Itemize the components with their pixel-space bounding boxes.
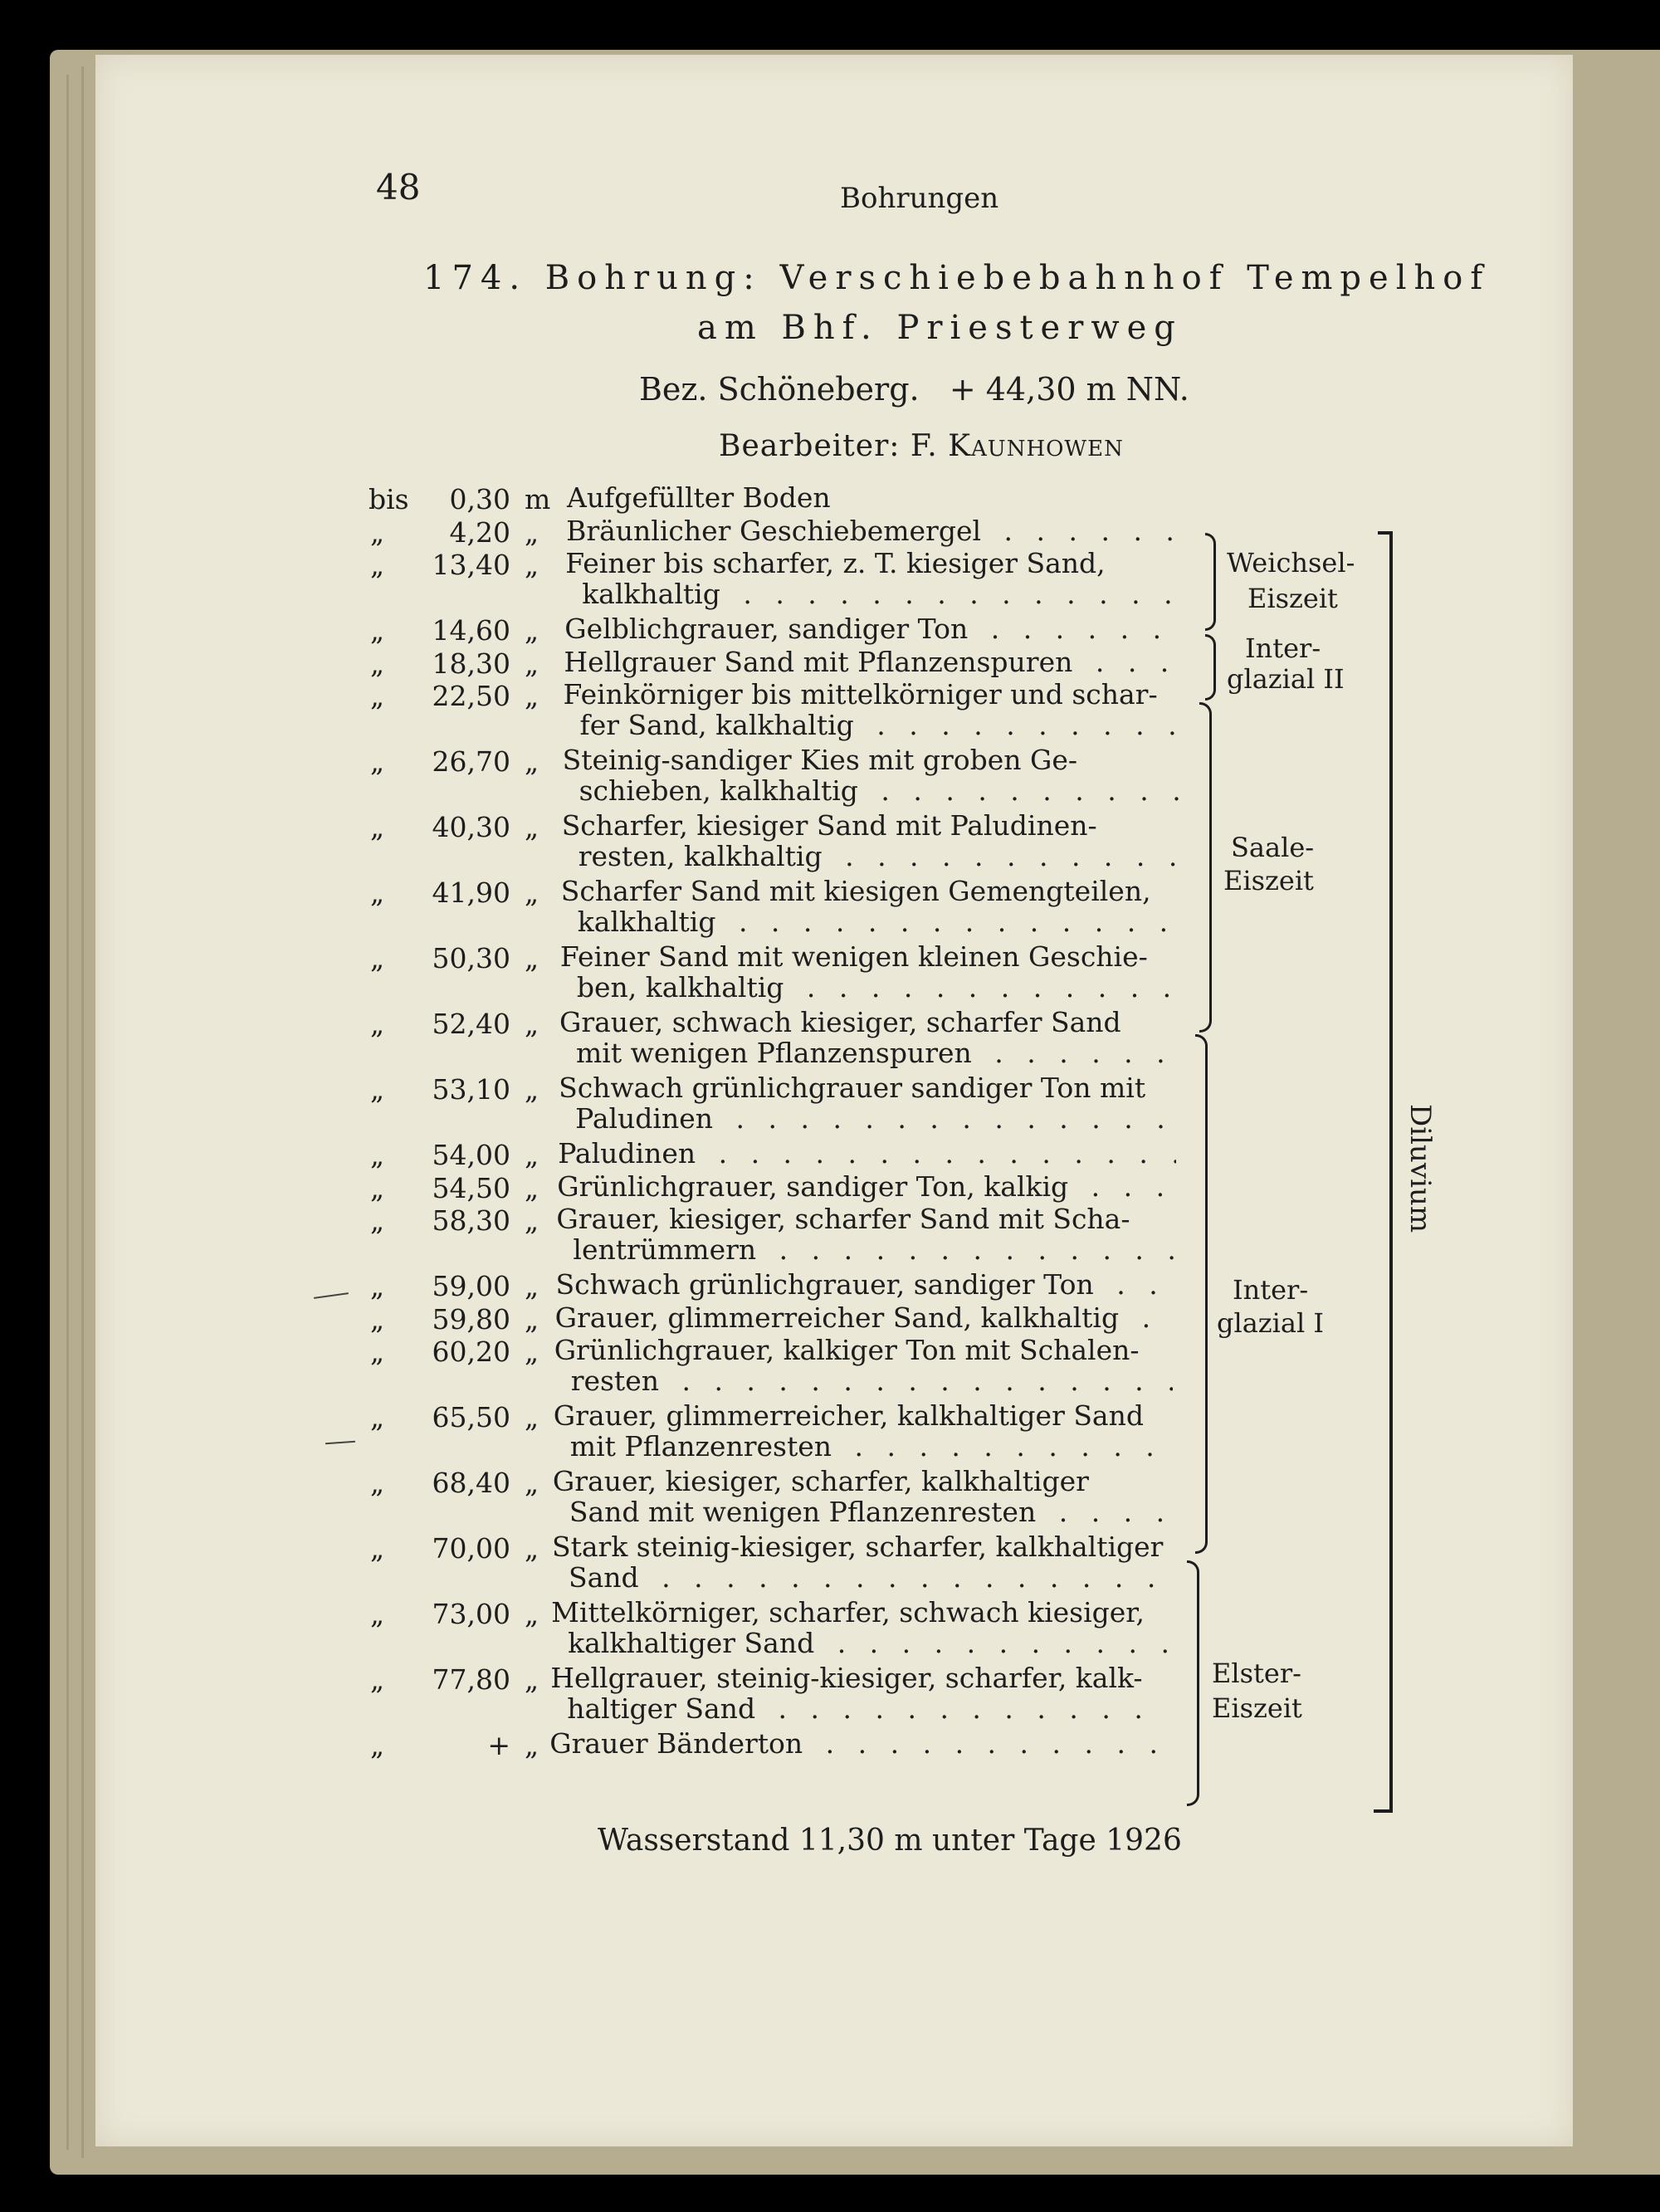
depth-prefix: „ [370, 745, 385, 778]
borehole-location: am Bhf. Priesterweg [697, 309, 1183, 347]
depth-unit: „ [525, 1302, 540, 1336]
depth-value: 70,00 [432, 1532, 510, 1565]
depth-value: 50,30 [432, 942, 510, 974]
layer-description-line: Aufgefüllter Boden [567, 481, 831, 514]
depth-prefix: „ [370, 1073, 385, 1106]
bracket-interglazial-ii [1205, 634, 1216, 701]
layer-description-line: lentrümmern [573, 1233, 757, 1266]
layer-description [563, 678, 1182, 742]
layer-description [549, 1727, 1168, 1760]
depth-prefix: „ [370, 614, 385, 647]
strat-label: glazial I [1217, 1307, 1325, 1339]
bracket-weichsel [1205, 533, 1216, 631]
depth-prefix: „ [370, 1171, 385, 1204]
leader-dots [1079, 648, 1182, 676]
layer-description-line: kalkhaltig [582, 578, 720, 610]
layer-description [557, 1169, 1175, 1204]
depth-prefix: „ [370, 1729, 385, 1761]
editor-line [719, 429, 1124, 463]
layer-description-line: Hellgrauer Sand mit Pflanzenspuren [564, 645, 1073, 678]
water-level-note: Wasserstand 11,30 m unter Tage 1926 [598, 1824, 1182, 1858]
bracket-elster [1187, 1560, 1199, 1806]
depth-value: 41,90 [432, 876, 510, 909]
diluvium-bracket [1389, 531, 1393, 1811]
leader-dots [979, 1039, 1178, 1067]
leader-dots [763, 1236, 1174, 1263]
layer-description-line: Paludinen [575, 1102, 714, 1135]
depth-prefix: bis [369, 483, 409, 515]
depth-prefix: „ [370, 647, 385, 680]
leader-dots [727, 580, 1184, 608]
depth-unit: „ [525, 1532, 540, 1565]
running-head: Bohrungen [840, 182, 999, 215]
depth-value: 53,10 [432, 1073, 510, 1106]
district-elevation: Bez. Schöneberg. + 44,30 m NN. [639, 371, 1189, 408]
layer-description-line: Grünlichgrauer, kalkiger Ton mit Schalen- [554, 1334, 1140, 1366]
editor-name: AUNHOWEN [971, 437, 1124, 461]
layer-description [554, 1336, 1173, 1398]
strat-label: Eiszeit [1212, 1692, 1302, 1724]
layer-description [550, 1664, 1169, 1726]
strat-label: Elster- [1212, 1658, 1301, 1689]
layer-description [558, 1137, 1176, 1170]
depth-unit: „ [525, 876, 540, 909]
depth-unit: „ [525, 745, 540, 778]
layer-description-line: kalkhaltig [577, 906, 716, 938]
layer-description-line: Grauer, schwach kiesiger, scharfer Sand [559, 1006, 1121, 1038]
diluvium-bracket-bottom [1374, 1809, 1393, 1813]
depth-unit: „ [525, 549, 540, 581]
layer-description-line: ben, kalkhaltig [576, 971, 784, 1003]
depth-value: 13,40 [432, 549, 510, 581]
strat-label: glazial II [1227, 663, 1345, 695]
layer-description-line: haltiger Sand [567, 1692, 756, 1725]
layer-description-line: fer Sand, kalkhaltig [579, 709, 854, 741]
layer-description [556, 1205, 1174, 1267]
depth-prefix: „ [370, 1204, 385, 1237]
layer-description [553, 1399, 1172, 1463]
leader-dots [1042, 1498, 1171, 1526]
depth-unit: „ [525, 1336, 540, 1368]
layer-description-line: mit Pflanzenresten [569, 1430, 832, 1462]
layer-description-line: Grünlichgrauer, sandiger Ton, kalkig [557, 1169, 1069, 1203]
depth-unit: „ [525, 1008, 540, 1040]
leader-dots [1125, 1304, 1173, 1331]
layer-description-line: Stark steinig-kiesiger, scharfer, kalkhaltiger [552, 1531, 1164, 1563]
depth-unit: „ [525, 1467, 540, 1499]
leader-dots [1101, 1271, 1174, 1298]
depth-prefix: „ [370, 1336, 385, 1368]
depth-prefix: „ [370, 1270, 385, 1302]
diluvium-bracket-top [1378, 531, 1393, 535]
borehole-title: 174. Bohrung: Verschiebebahnhof Tempelhof [423, 259, 1491, 297]
depth-value: 77,80 [432, 1663, 510, 1696]
leader-dots [646, 1564, 1170, 1591]
depth-prefix: „ [370, 1467, 385, 1499]
leader-dots [821, 1629, 1169, 1657]
strat-label: Weichsel- [1227, 547, 1355, 579]
depth-prefix: „ [370, 811, 385, 843]
layer-description [561, 809, 1180, 873]
layer-description [567, 481, 1185, 515]
editor-prefix: Bearbeiter: F. K [719, 429, 971, 463]
leader-dots [666, 1367, 1173, 1394]
layer-description-line: Sand mit wenigen Pflanzenresten [569, 1496, 1037, 1528]
layer-description-line: Grauer Bänderton [549, 1727, 803, 1760]
leader-dots [865, 777, 1181, 804]
page-number: 48 [376, 167, 421, 208]
depth-unit: „ [525, 1729, 540, 1761]
layer-description-line: Sand [569, 1561, 639, 1594]
layer-description-line: Mittelkörniger, scharfer, schwach kiesiger, [551, 1596, 1145, 1628]
depth-unit: „ [525, 647, 540, 680]
layer-description-line: Scharfer, kiesiger Sand mit Paludinen- [561, 809, 1097, 842]
depth-value: 22,50 [432, 680, 510, 712]
layer-description-line: Feiner bis scharfer, z. T. kiesiger Sand, [565, 547, 1106, 579]
depth-unit: „ [525, 614, 540, 647]
strat-label: Eiszeit [1247, 583, 1338, 614]
series-label: Diluvium [1404, 1104, 1437, 1233]
leader-dots [829, 842, 1180, 870]
depth-prefix: „ [370, 680, 385, 712]
layer-description-line: Feinkörniger bis mittelkörniger und schar- [563, 678, 1158, 710]
depth-value: 54,50 [432, 1171, 510, 1204]
layer-description-line: Grauer, kiesiger, scharfer Sand mit Scha- [556, 1203, 1130, 1235]
layer-description [551, 1596, 1169, 1660]
depth-unit: „ [525, 1663, 540, 1696]
layer-description-line: Grauer, glimmerreicher, kalkhaltiger Sand [553, 1399, 1144, 1432]
layer-description [565, 549, 1184, 611]
depth-prefix: „ [370, 1532, 385, 1565]
leader-dots [838, 1433, 1172, 1460]
strat-label: Inter- [1233, 1274, 1309, 1306]
layer-description-line: Paludinen [558, 1137, 696, 1169]
depth-unit: „ [525, 1401, 540, 1433]
layer-description-line: Steinig-sandiger Kies mit groben Ge- [562, 744, 1078, 776]
layer-description-line: Grauer, kiesiger, scharfer, kalkhaltiger [552, 1465, 1089, 1497]
layer-description [555, 1268, 1174, 1301]
layer-description-line: mit wenigen Pflanzenspuren [576, 1037, 972, 1069]
depth-value: 73,00 [432, 1598, 510, 1630]
page-stack-edge [66, 75, 69, 2150]
depth-value: + [487, 1729, 510, 1761]
depth-value: 18,30 [432, 647, 510, 680]
page-stack-edge [81, 66, 84, 2158]
layer-description-line: Grauer, glimmerreicher Sand, kalkhaltig [554, 1301, 1120, 1334]
strat-label: Eiszeit [1223, 865, 1314, 896]
layer-description-line: Bräunlicher Geschiebemergel [566, 514, 982, 547]
depth-value: 58,30 [432, 1204, 510, 1237]
bracket-saale [1199, 702, 1212, 1033]
depth-prefix: „ [370, 549, 385, 581]
leader-dots [861, 711, 1182, 739]
depth-prefix: „ [370, 876, 385, 909]
depth-prefix: „ [370, 1663, 385, 1696]
depth-value: 14,60 [432, 614, 510, 647]
depth-prefix: „ [370, 1139, 385, 1171]
depth-value: 59,80 [432, 1302, 510, 1336]
depth-value: 4,20 [449, 515, 510, 549]
layer-description-line: resten [570, 1365, 659, 1397]
depth-value: 60,20 [432, 1336, 510, 1368]
leader-dots [1075, 1173, 1175, 1200]
layer-description-line: Scharfer Sand mit kiesigen Gemengteilen, [560, 875, 1151, 907]
depth-unit: „ [525, 1073, 540, 1106]
depth-prefix: „ [370, 1598, 385, 1630]
layer-description-line: Gelblichgrauer, sandiger Ton [564, 613, 969, 645]
leader-dots [988, 517, 1184, 544]
depth-unit: „ [525, 811, 540, 843]
depth-value: 40,30 [432, 811, 510, 843]
layer-description-line: Feiner Sand mit wenigen kleinen Geschie- [559, 940, 1148, 973]
depth-unit: m [525, 483, 551, 515]
depth-value: 68,40 [432, 1467, 510, 1499]
depth-prefix: „ [370, 1401, 385, 1433]
depth-unit: „ [525, 1204, 540, 1237]
depth-unit: „ [525, 515, 540, 549]
layer-description-line: Schwach grünlichgrauer sandiger Ton mit [559, 1072, 1146, 1104]
depth-prefix: „ [370, 1008, 385, 1040]
depth-value: 59,00 [432, 1270, 510, 1302]
depth-unit: „ [525, 1598, 540, 1630]
layer-description [563, 746, 1181, 808]
layer-description [564, 645, 1182, 679]
leader-dots [790, 974, 1178, 1001]
depth-unit: „ [525, 680, 540, 712]
layer-description [559, 1074, 1177, 1135]
leader-dots [762, 1695, 1169, 1722]
depth-unit: „ [525, 942, 540, 974]
layer-description [553, 1467, 1171, 1529]
leader-dots [702, 1140, 1176, 1167]
depth-unit: „ [525, 1171, 540, 1204]
layer-description-line: Hellgrauer, steinig-kiesiger, scharfer, kalk- [550, 1662, 1143, 1694]
leader-dots [722, 908, 1179, 935]
layer-description [554, 1301, 1174, 1335]
layer-description-line: resten, kalkhaltig [578, 840, 823, 872]
depth-prefix: „ [370, 1302, 385, 1336]
layer-description [564, 615, 1183, 646]
depth-prefix: „ [370, 515, 385, 549]
strat-label: Saale- [1231, 832, 1315, 863]
leader-dots [974, 615, 1183, 642]
depth-value: 54,00 [432, 1139, 510, 1171]
depth-value: 65,50 [432, 1401, 510, 1433]
layer-description [559, 940, 1179, 1004]
leader-dots [809, 1730, 1168, 1757]
depth-prefix: „ [370, 942, 385, 974]
layer-description-line: schieben, kalkhaltig [579, 774, 858, 807]
leader-dots [720, 1105, 1177, 1132]
depth-value: 26,70 [432, 745, 510, 778]
strat-label: Inter- [1245, 632, 1321, 664]
depth-unit: „ [525, 1139, 540, 1171]
layer-description [561, 877, 1179, 939]
depth-value: 52,40 [432, 1008, 510, 1040]
depth-value: 0,30 [449, 483, 510, 515]
layer-description-line: Schwach grünlichgrauer, sandiger Ton [555, 1268, 1094, 1301]
layer-description-line: kalkhaltiger Sand [568, 1627, 815, 1659]
layer-description [566, 514, 1184, 548]
depth-unit: „ [525, 1270, 540, 1302]
layer-description [552, 1533, 1170, 1594]
layer-description [559, 1008, 1178, 1070]
bracket-interglazial-i [1195, 1034, 1208, 1554]
